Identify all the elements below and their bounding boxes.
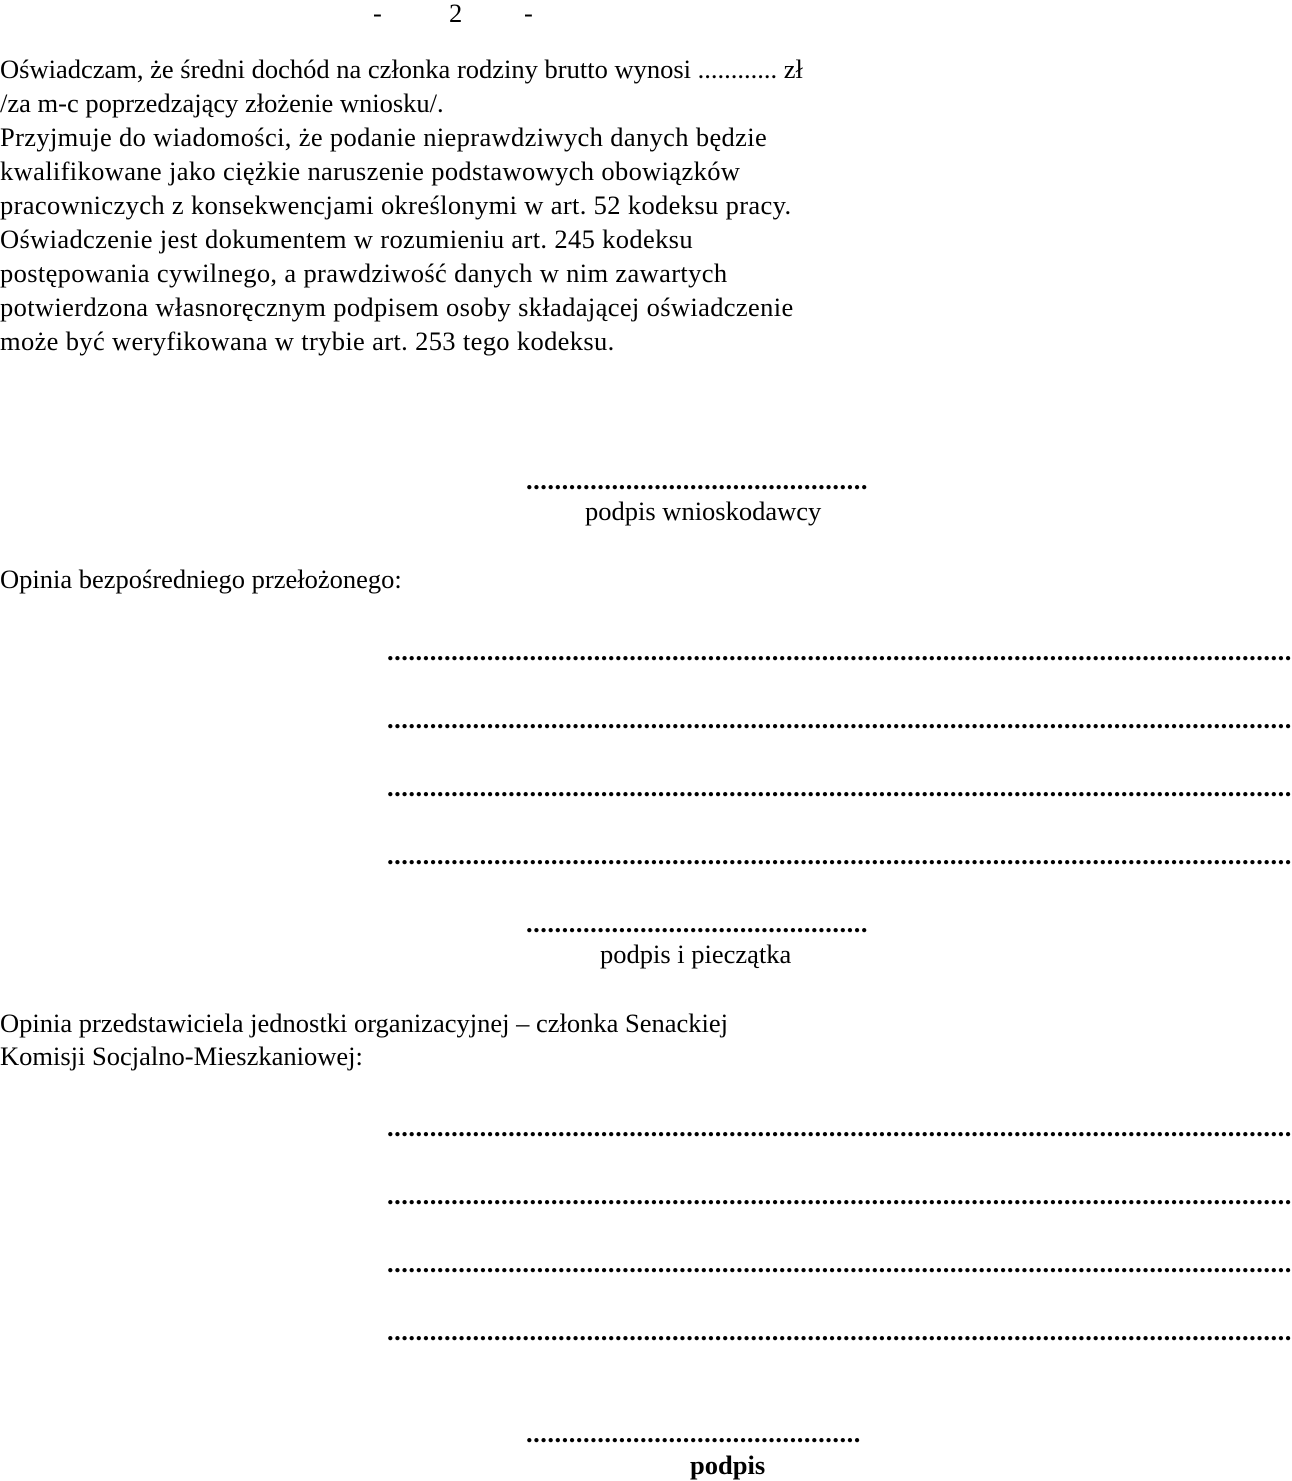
committee-opinion-line-3: ............................................................................................................................... [387,1248,1292,1278]
legal-statement-line-4: Oświadczenie jest dokumentem w rozumieniu art. 245 kodeksu [0,224,693,254]
page-number-dash-right: - [524,0,533,28]
legal-statement-line-3: pracowniczych z konsekwencjami określonymi w art. 52 kodeksu pracy. [0,190,792,220]
supervisor-opinion-heading: Opinia bezpośredniego przełożonego: [0,564,402,594]
committee-signature-line: ............................................... [526,1418,861,1448]
supervisor-signature-label: podpis i pieczątka [600,939,792,969]
committee-opinion-heading-line-2: Komisji Socjalno-Mieszkaniowej: [0,1041,363,1071]
page-number: 2 [449,0,463,28]
committee-opinion-line-4: ............................................................................................................................... [387,1316,1292,1346]
page-number-dash-left: - [373,0,382,28]
applicant-signature-line: ................................................ [526,465,868,495]
committee-opinion-line-2: ............................................................................................................................... [387,1180,1292,1210]
legal-statement-line-7: może być weryfikowana w trybie art. 253 tego kodeksu. [0,326,615,356]
applicant-signature-label: podpis wnioskodawcy [585,496,822,526]
legal-statement-line-6: potwierdzona własnoręcznym podpisem osoby składającej oświadczenie [0,292,794,322]
supervisor-opinion-line-3: ............................................................................................................................... [387,772,1292,802]
committee-opinion-heading-line-1: Opinia przedstawiciela jednostki organizacyjnej – członka Senackiej [0,1008,728,1038]
legal-statement-line-2: kwalifikowane jako ciężkie naruszenie podstawowych obowiązków [0,156,741,186]
legal-statement-line-5: postępowania cywilnego, a prawdziwość danych w nim zawartych [0,258,728,288]
supervisor-opinion-line-2: ............................................................................................................................... [387,704,1292,734]
supervisor-opinion-line-4: ............................................................................................................................... [387,840,1292,870]
legal-statement-line-1: Przyjmuje do wiadomości, że podanie nieprawdziwych danych będzie [0,122,768,152]
income-declaration-line-1: Oświadczam, że średni dochód na członka rodziny brutto wynosi ............ zł [0,54,803,84]
committee-signature-label: podpis [690,1450,766,1480]
income-declaration-line-2: /za m-c poprzedzający złożenie wniosku/. [0,88,444,118]
supervisor-opinion-line-1: ............................................................................................................................... [387,636,1292,666]
committee-opinion-line-1: ............................................................................................................................... [387,1112,1292,1142]
supervisor-signature-line: ................................................ [526,908,868,938]
